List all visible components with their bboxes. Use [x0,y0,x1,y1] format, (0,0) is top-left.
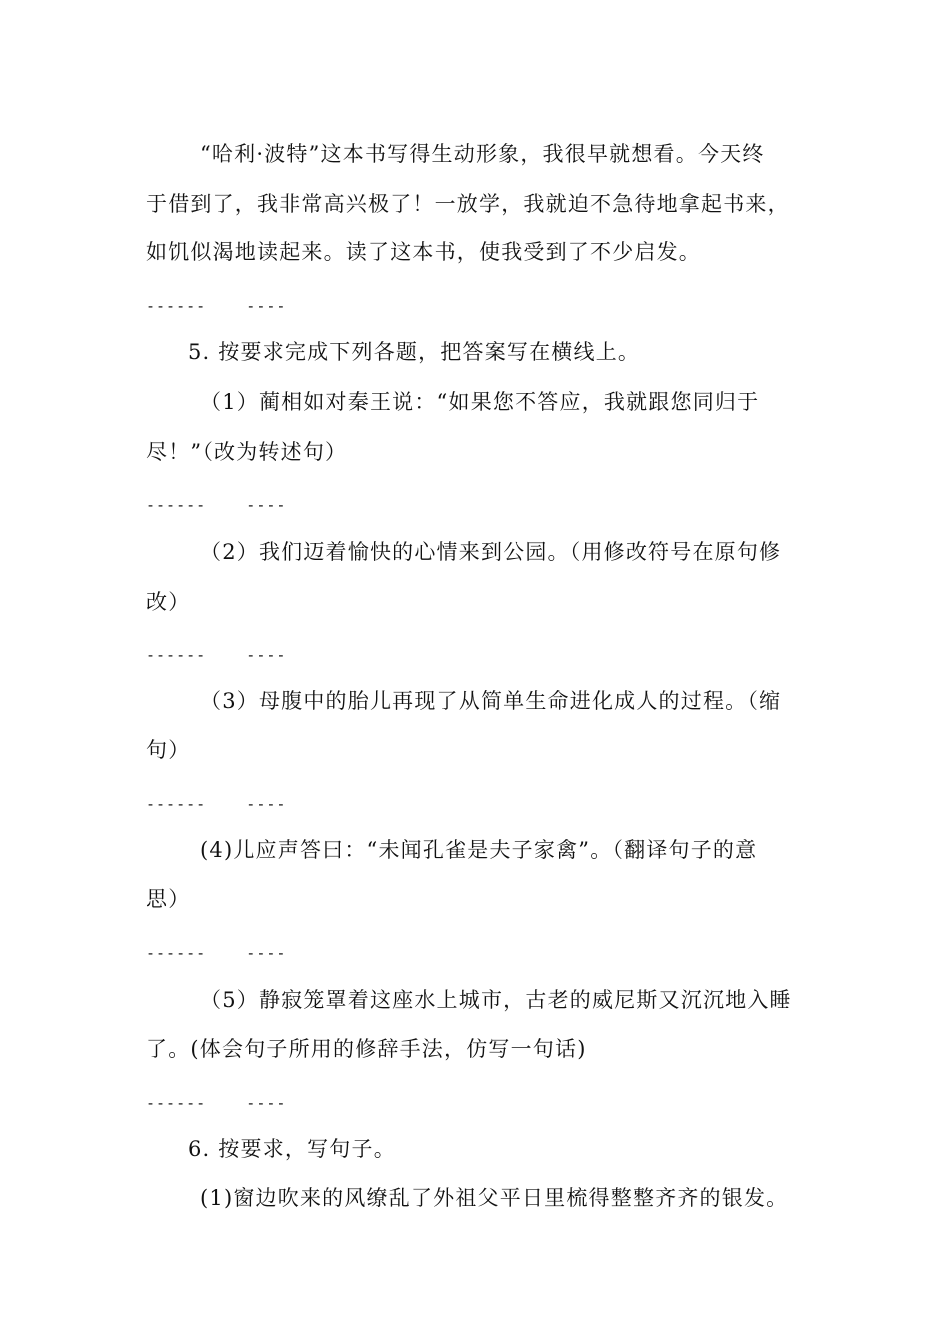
answer-line: ------ ---- [146,646,287,664]
q5-item-3-line-2: 句） [146,738,191,762]
q5-item-1-line-2: 尽！”（改为转述句） [146,440,348,464]
answer-line: ------ ---- [146,944,287,962]
q5-item-2-line-1: （2）我们迈着愉快的心情来到公园。（用修改符号在原句修 [200,540,782,564]
q5-item-2-line-2: 改） [146,590,191,614]
answer-line: ------ ---- [146,297,287,315]
q5-item-4-line-2: 思） [146,887,191,911]
answer-line: ------ ---- [146,1094,287,1112]
q5-item-1-line-1: （1）蔺相如对秦王说：“如果您不答应，我就跟您同归于 [200,390,760,414]
q6-item-1: (1)窗边吹来的风缭乱了外祖父平日里梳得整整齐齐的银发。 [200,1186,789,1210]
question-6-heading: 6. 按要求，写句子。 [188,1137,396,1161]
question-5-heading: 5. 按要求完成下列各题，把答案写在横线上。 [188,340,641,364]
q5-item-3-line-1: （3）母腹中的胎儿再现了从简单生命进化成人的过程。（缩 [200,689,782,713]
answer-line: ------ ---- [146,496,287,514]
q5-item-4-line-1: (4)儿应声答曰：“未闻孔雀是夫子家禽”。（翻译句子的意 [200,838,758,862]
answer-line: ------ ---- [146,795,287,813]
passage-line-1: “哈利·波特”这本书写得生动形象，我很早就想看。今天终 [200,142,765,166]
passage-line-2: 于借到了，我非常高兴极了！一放学，我就迫不急待地拿起书来， [146,192,790,216]
q5-item-5-line-1: （5）静寂笼罩着这座水上城市，古老的威尼斯又沉沉地入睡 [200,988,792,1012]
passage-line-3: 如饥似渴地读起来。读了这本书，使我受到了不少启发。 [146,240,701,264]
q5-item-5-line-2: 了。(体会句子所用的修辞手法，仿写一句话) [146,1037,587,1061]
